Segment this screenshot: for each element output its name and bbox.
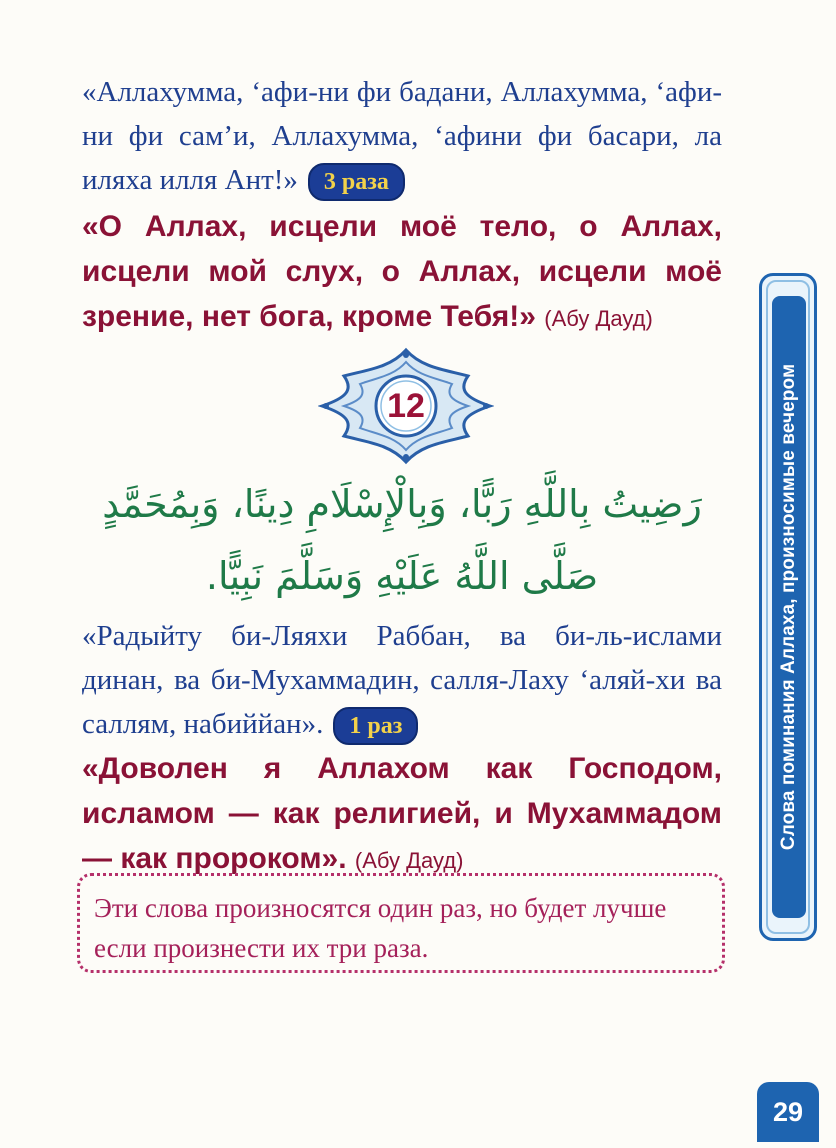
side-tab-label: Слова поминания Аллаха, произносимые вечером: [778, 363, 799, 851]
transliteration-text: «Радыйту би-Ляяхи Раббан, ва би-ль-ислами динан, ва би-Мухаммадин, салля-Лаху ʻаляй-хи ва саллям, набиййан».: [82, 620, 722, 740]
side-chapter-tab: [759, 273, 817, 941]
arabic-text: رَضِيتُ بِاللَّهِ رَبًّا، وَبِالْإِسْلَامِ دِينًا، وَبِمُحَمَّدٍ صَلَّى اللَّهُ عَلَيْهِ وَسَلَّمَ نَبِيًّا.: [102, 482, 702, 598]
translation-text: «О Аллах, исцели моё тело, о Аллах, исцели мой слух, о Аллах, исцели моё зрение, нет бога, кроме Тебя!»: [82, 210, 722, 333]
translation-block-1: [82, 204, 722, 341]
translation-text: «Доволен я Аллахом как Господом, исламом — как религией, и Мухаммадом — как пророком».: [82, 752, 722, 875]
translation-block-2: [82, 746, 722, 883]
repeat-badge: 1 раз: [333, 707, 418, 745]
transliteration-block-2: [82, 614, 722, 746]
repeat-badge: 3 раза: [308, 163, 405, 201]
section-number: 12: [387, 387, 425, 425]
transliteration-text: «Аллахумма, ʻафи-ни фи бадани, Аллахумма, ʻафи-ни фи самʼи, Аллахумма, ʻафини фи басари, ла иляха илля Ант!»: [82, 76, 722, 196]
note-text: Эти слова произносятся один раз, но будет лучше если произнести их три раза.: [94, 893, 667, 963]
source-citation: (Абу Дауд): [544, 306, 653, 331]
transliteration-block-1: [82, 70, 722, 202]
source-citation: (Абу Дауд): [354, 848, 464, 873]
page-number: 29: [757, 1082, 819, 1142]
section-number-emblem: [318, 346, 494, 466]
note-box: [77, 873, 725, 973]
